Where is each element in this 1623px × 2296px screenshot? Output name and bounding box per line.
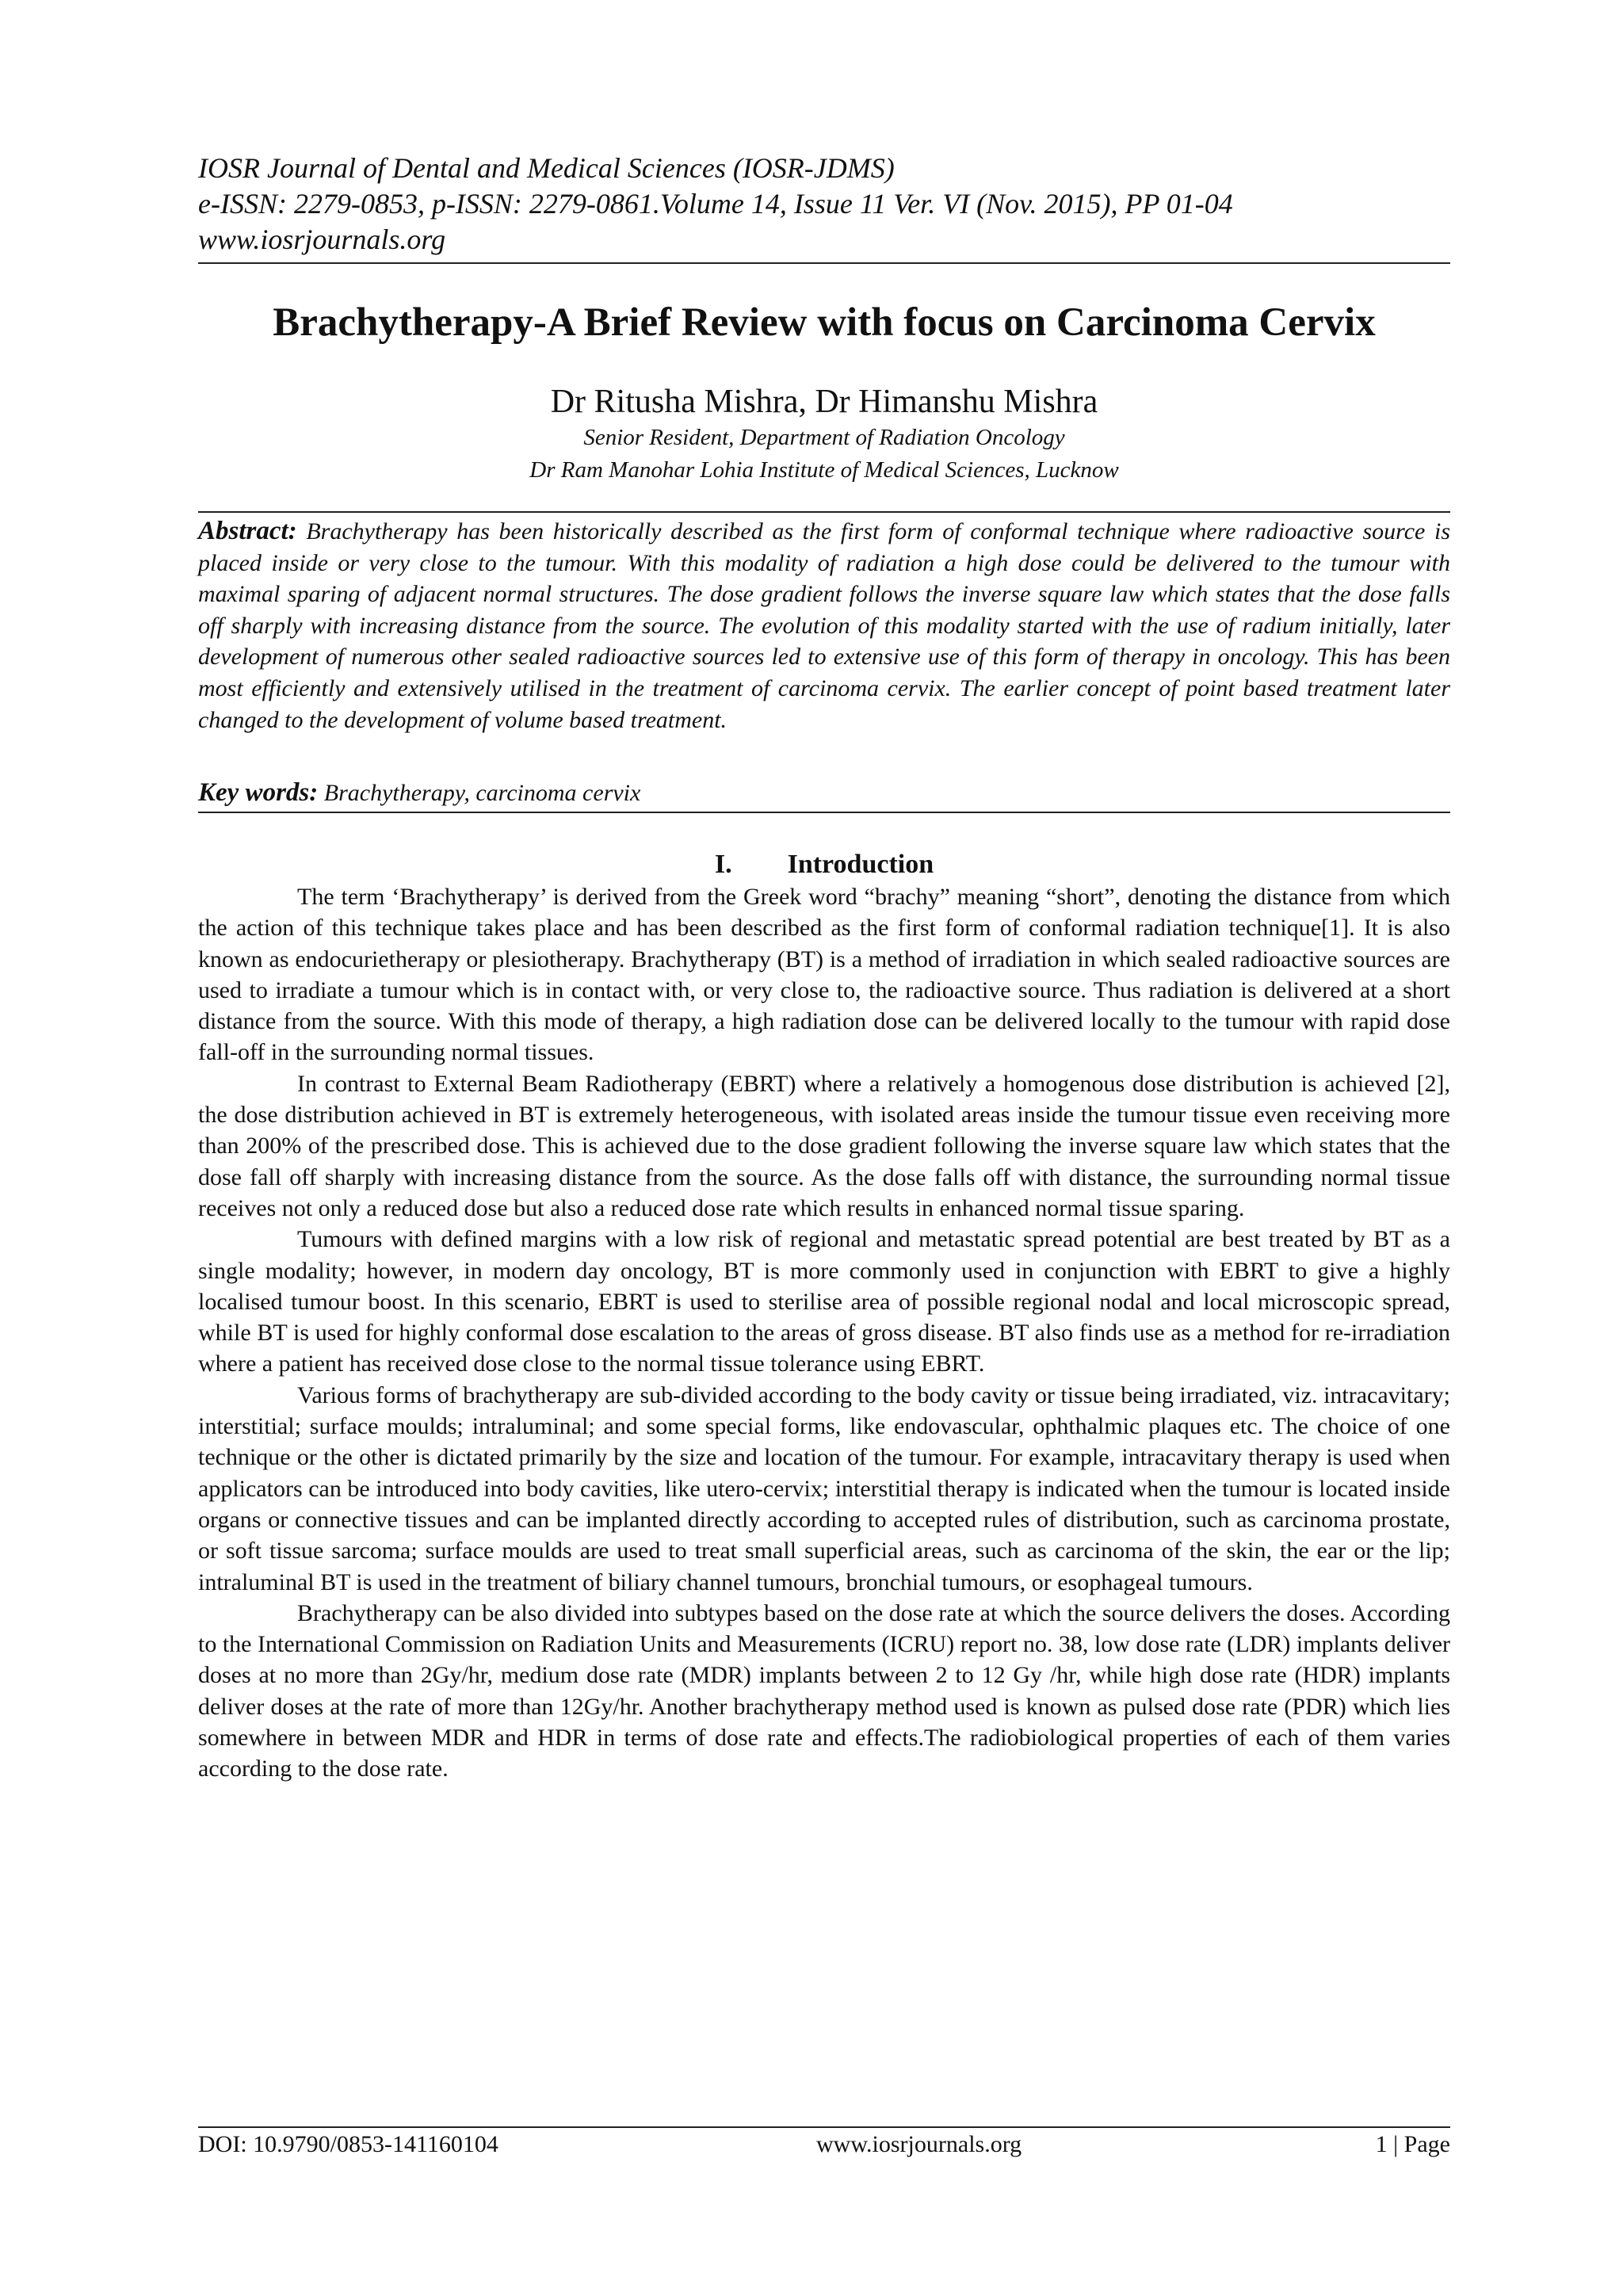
paragraph: In contrast to External Beam Radiotherapy (EBRT) where a relatively a homogenous dose distribution is achieved [2], the dose distribution achieved in BT is extremely heterogeneous, with isolated areas inside the tumour tissue even receiving more than 200% of the prescribed dose. This is achieved due to the dose gradient following the inverse square law which states that the dose fall off sharply with increasing distance from the source. As the dose falls off with distance, the surrounding normal tissue receives not only a reduced dose but also a reduced dose rate which results in enhanced normal tissue sparing. — [198, 1070, 1450, 1221]
abstract-bottom-divider — [198, 812, 1450, 813]
footer-website: www.iosrjournals.org — [816, 2131, 1022, 2157]
affiliation-line-2: Dr Ram Manohar Lohia Institute of Medical Sciences, Lucknow — [529, 457, 1119, 483]
section-title: Introduction — [787, 850, 934, 879]
footer-doi: DOI: 10.9790/0853-141160104 — [198, 2131, 498, 2157]
paragraph: Brachytherapy can be also divided into subtypes based on the dose rate at which the source delivers the doses. According to the International Commission on Radiation Units and Measurements (ICRU) report no. 38, low dose rate (LDR) implants deliver doses at no more than 2Gy/hr, medium dose rate (MDR) implants between 2 to 12 Gy /hr, while high dose rate (HDR) implants deliver doses at the rate of more than 12Gy/hr. Another brachytherapy method used is known as pulsed dose rate (PDR) which lies somewhere in between MDR and HDR in terms of dose rate and effects.The radiobiological properties of each of them varies according to the dose rate. — [198, 1599, 1450, 1782]
journal-website: www.iosrjournals.org — [198, 223, 446, 255]
abstract-top-divider — [198, 511, 1450, 513]
article-authors: Dr Ritusha Mishra, Dr Himanshu Mishra — [550, 384, 1098, 420]
affiliation-line-1: Senior Resident, Department of Radiation Oncology — [583, 425, 1065, 450]
paragraph: Various forms of brachytherapy are sub-divided according to the body cavity or tissue being irradiated, viz. intracavitary; interstitial; surface moulds; intraluminal; and some special forms, like endovascular, ophthalmic plaques etc. The choice of one technique or the other is dictated primarily by the size and location of the tumour. For example, intracavitary therapy is used when applicators can be introduced into body cavities, like utero-cervix; interstitial therapy is indicated when the tumour is located inside organs or connective tissues and can be implanted directly according to accepted rules of distribution, such as carcinoma prostate, or soft tissue sarcoma; surface moulds are used to treat small superficial areas, such as carcinoma of the skin, the ear or the lip; intraluminal BT is used in the treatment of biliary channel tumours, bronchial tumours, or esophageal tumours. — [198, 1381, 1450, 1595]
journal-issn-line: e-ISSN: 2279-0853, p-ISSN: 2279-0861.Volume 14, Issue 11 Ver. VI (Nov. 2015), PP 01-04 — [198, 188, 1233, 220]
keywords-text: Brachytherapy, carcinoma cervix — [323, 780, 641, 806]
introduction-body — [198, 881, 1450, 1785]
section-heading — [198, 847, 1450, 882]
header-divider — [198, 262, 1450, 264]
keywords-label: Key words: — [198, 778, 319, 807]
paragraph: Tumours with defined margins with a low risk of regional and metastatic spread potential are best treated by BT as a single modality; however, in modern day oncology, BT is more commonly used in conjunction with EBRT to give a highly localised tumour boost. In this scenario, EBRT is used to sterilise area of possible regional nodal and local microscopic spread, while BT is used for highly conformal dose escalation to the areas of gross disease. BT also finds use as a method for re-irradiation where a patient has received dose close to the normal tissue tolerance using EBRT. — [198, 1226, 1450, 1377]
abstract-label: Abstract: — [198, 517, 297, 545]
paragraph: The term ‘Brachytherapy’ is derived from the Greek word “brachy” meaning “short”, denoting the distance from which the action of this technique takes place and has been described as the first form of conformal radiation technique[1]. It is also known as endocurietherapy or plesiotherapy. Brachytherapy (BT) is a method of irradiation in which sealed radioactive sources are used to irradiate a tumour which is in contact with, or very close to, the radioactive source. Thus radiation is delivered at a short distance from the source. With this mode of therapy, a high radiation dose can be delivered locally to the tumour with rapid dose fall-off in the surrounding normal tissues. — [198, 884, 1450, 1066]
footer-page-number: 1 | Page — [1375, 2131, 1450, 2157]
journal-header — [198, 151, 1450, 258]
abstract-text: Brachytherapy has been historically described as the first form of conformal technique where radioactive source is placed inside or very close to the tumour. With this modality of radiation a high dose could be delivered to the tumour with maximal sparing of adjacent normal structures. The dose gradient follows the inverse square law which states that the dose falls off sharply with increasing distance from the source. The evolution of this modality started with the use of radium initially, later development of numerous other sealed radioactive sources led to extensive use of this form of therapy in oncology. This has been most efficiently and extensively utilised in the treatment of carcinoma cervix. The earlier concept of point based treatment later changed to the development of volume based treatment. — [198, 518, 1451, 733]
article-title: Brachytherapy-A Brief Review with focus on Carcinoma Cervix — [273, 300, 1376, 345]
journal-name: IOSR Journal of Dental and Medical Sciences (IOSR-JDMS) — [198, 152, 895, 184]
section-number: I. — [714, 850, 732, 879]
keywords — [198, 777, 1450, 809]
abstract — [198, 516, 1450, 735]
footer-divider — [198, 2126, 1450, 2128]
